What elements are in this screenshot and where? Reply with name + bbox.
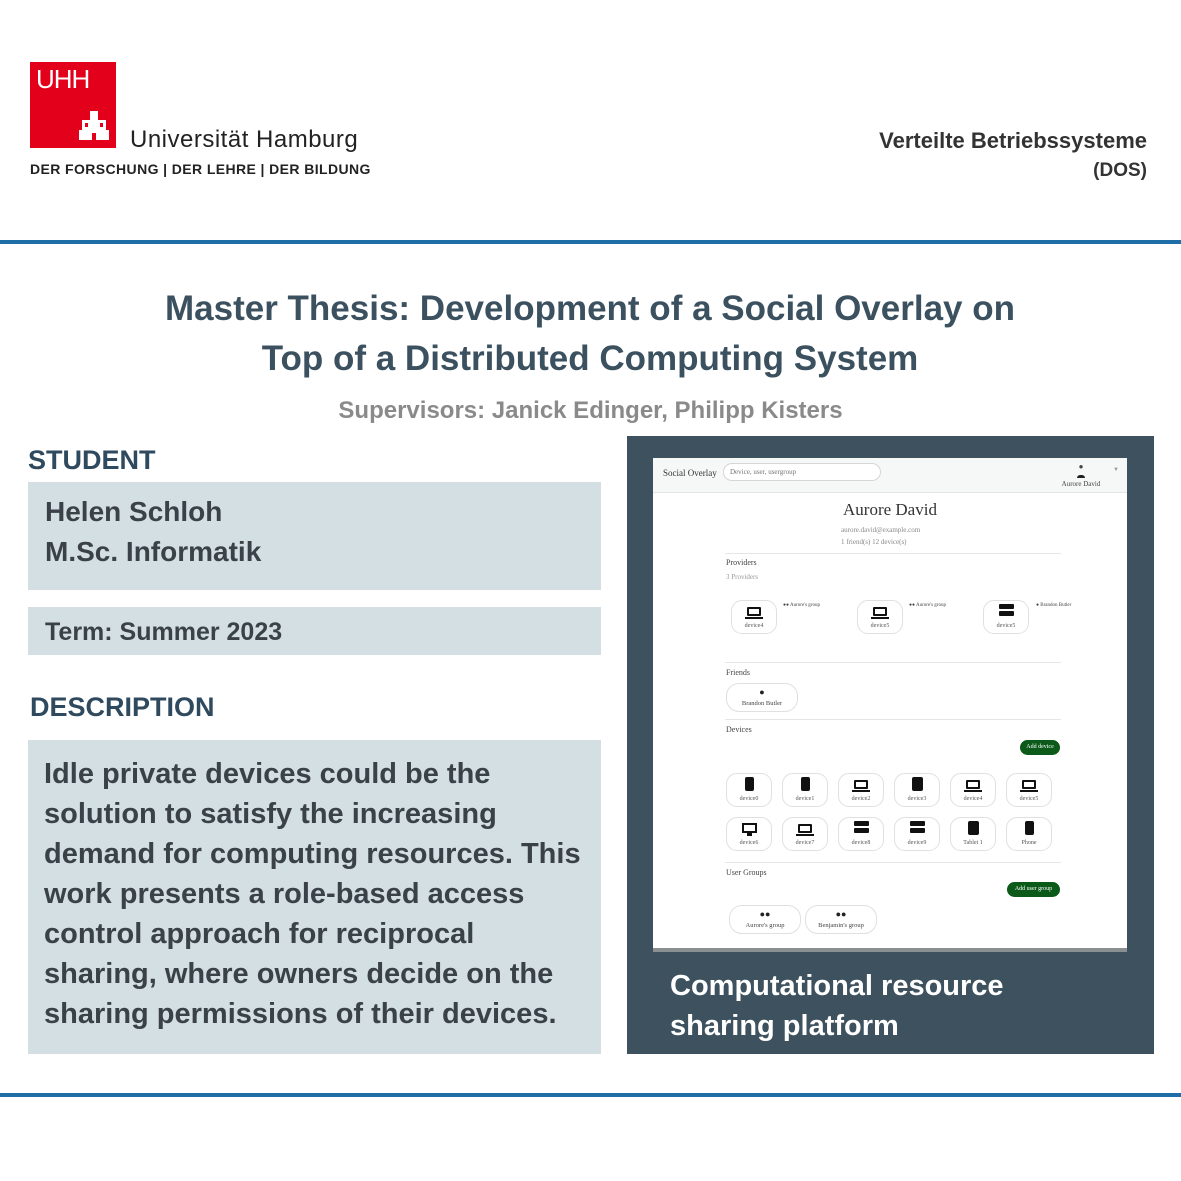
student-box <box>28 482 601 590</box>
profile-email: aurore.david@example.com <box>841 526 921 534</box>
monitor-icon <box>742 823 757 833</box>
user-group-name: Benjamin's group <box>818 922 864 929</box>
device-name: device2 <box>851 796 871 802</box>
provider-tag-label: Brandon Butler <box>1040 603 1072 608</box>
server-icon <box>910 821 925 834</box>
providers-label: Providers <box>726 558 757 567</box>
device-card[interactable] <box>782 773 828 807</box>
device-card[interactable] <box>726 773 772 807</box>
title-line-2: Top of a Distributed Computing System <box>261 339 919 378</box>
provider-tag <box>1036 603 1071 608</box>
panel-caption <box>670 966 1004 1046</box>
laptop-icon <box>966 780 980 789</box>
term-box <box>28 607 601 655</box>
laptop-icon <box>1022 780 1036 789</box>
supervisors: Supervisors: Janick Edinger, Philipp Kisters <box>338 397 843 424</box>
divider <box>725 553 1061 554</box>
group-icon: ●● <box>909 603 916 608</box>
phone-icon <box>801 777 810 791</box>
device-name: device3 <box>907 796 927 802</box>
device-card[interactable] <box>894 773 940 807</box>
app-navbar <box>653 458 1127 493</box>
add-user-group-button[interactable]: Add user group <box>1007 882 1060 897</box>
user-icon: ● <box>1051 462 1111 480</box>
search-input[interactable] <box>723 463 881 481</box>
tablet-icon <box>968 821 979 835</box>
divider <box>725 719 1061 720</box>
chevron-down-icon[interactable]: ▼ <box>1113 467 1119 473</box>
thesis-title <box>60 284 1120 384</box>
user-group-pill[interactable] <box>729 905 801 934</box>
profile-stats: 1 friend(s) 12 device(s) <box>841 538 907 546</box>
device-name: Tablet 1 <box>963 840 983 846</box>
student-name: Helen Schloh <box>45 496 223 527</box>
device-card[interactable] <box>1006 817 1052 851</box>
nav-user-menu[interactable] <box>1051 462 1111 488</box>
screenshot-panel <box>627 436 1154 1054</box>
laptop-icon <box>854 780 868 789</box>
add-device-button[interactable]: Add device <box>1020 740 1060 755</box>
server-icon <box>999 604 1014 617</box>
nav-user-name: Aurore David <box>1061 480 1101 488</box>
department-name: Verteilte Betriebssysteme <box>879 128 1147 153</box>
student-heading: STUDENT <box>28 445 156 475</box>
device-card[interactable] <box>950 817 996 851</box>
profile-name: Aurore David <box>843 500 937 519</box>
device-card[interactable] <box>838 773 884 807</box>
device-card[interactable] <box>726 817 772 851</box>
app-screenshot <box>653 458 1127 952</box>
term-text: Term: Summer 2023 <box>45 618 283 646</box>
provider-card[interactable] <box>731 600 777 634</box>
university-name: Universität Hamburg <box>130 126 359 153</box>
top-divider <box>0 240 1181 244</box>
logo-letters: UHH <box>36 64 90 94</box>
laptop-icon <box>798 824 812 833</box>
friends-label: Friends <box>726 668 750 677</box>
device-name: device4 <box>963 796 983 802</box>
user-icon: ● <box>759 687 765 697</box>
device-card[interactable] <box>1006 773 1052 807</box>
device-card[interactable] <box>838 817 884 851</box>
department-abbr: (DOS) <box>1093 160 1147 181</box>
group-icon: ●● <box>835 909 847 919</box>
provider-card[interactable] <box>857 600 903 634</box>
group-icon: ●● <box>783 603 790 608</box>
tablet-icon <box>912 777 923 791</box>
laptop-icon <box>873 607 887 616</box>
divider <box>725 662 1061 663</box>
provider-card[interactable] <box>983 600 1029 634</box>
device-card[interactable] <box>782 817 828 851</box>
phone-icon <box>1025 821 1034 835</box>
divider <box>725 862 1061 863</box>
group-icon: ●● <box>759 909 771 919</box>
provider-device-name: device5 <box>996 623 1016 629</box>
university-logo <box>30 62 116 148</box>
device-name: device8 <box>851 840 871 846</box>
caption-line-2: sharing platform <box>670 1010 899 1042</box>
description-box <box>28 740 601 1054</box>
provider-device-name: device4 <box>744 623 764 629</box>
device-name: device7 <box>795 840 815 846</box>
laptop-icon <box>747 607 761 616</box>
providers-count: 3 Providers <box>726 573 759 581</box>
friend-pill[interactable] <box>726 683 798 712</box>
device-card[interactable] <box>950 773 996 807</box>
device-name: device6 <box>739 840 759 846</box>
device-name: Phone <box>1021 840 1037 846</box>
title-line-1: Master Thesis: Development of a Social Overlay on <box>165 289 1015 328</box>
device-name: device5 <box>1019 796 1039 802</box>
devices-label: Devices <box>726 725 752 734</box>
user-group-name: Aurore's group <box>745 922 785 929</box>
user-group-pill[interactable] <box>805 905 877 934</box>
provider-tag-label: Aurore's group <box>916 603 946 608</box>
friend-name: Brandon Butler <box>741 700 783 707</box>
phone-icon <box>745 777 754 791</box>
user-icon: ● <box>1036 603 1040 608</box>
provider-tag <box>783 603 820 608</box>
app-brand[interactable]: Social Overlay <box>663 468 717 478</box>
bottom-divider <box>0 1093 1181 1097</box>
university-tagline: DER FORSCHUNG | DER LEHRE | DER BILDUNG <box>30 161 371 177</box>
description-heading: DESCRIPTION <box>30 692 215 722</box>
device-name: device1 <box>795 796 815 802</box>
description-text: Idle private devices could be the solution to satisfy the increasing demand for computing resources. This work presents a role-based access control approach for reciprocal sharing, where owners decide on the sharing permissions of their devices. <box>44 758 581 1030</box>
building-icon <box>77 108 111 142</box>
student-degree: M.Sc. Informatik <box>45 536 262 567</box>
provider-device-name: device5 <box>870 623 890 629</box>
server-icon <box>854 821 869 834</box>
caption-line-1: Computational resource <box>670 970 1004 1002</box>
user-groups-label: User Groups <box>726 868 767 877</box>
device-name: device9 <box>907 840 927 846</box>
device-name: device0 <box>739 796 759 802</box>
device-card[interactable] <box>894 817 940 851</box>
provider-tag <box>909 603 946 608</box>
provider-tag-label: Aurore's group <box>790 603 820 608</box>
